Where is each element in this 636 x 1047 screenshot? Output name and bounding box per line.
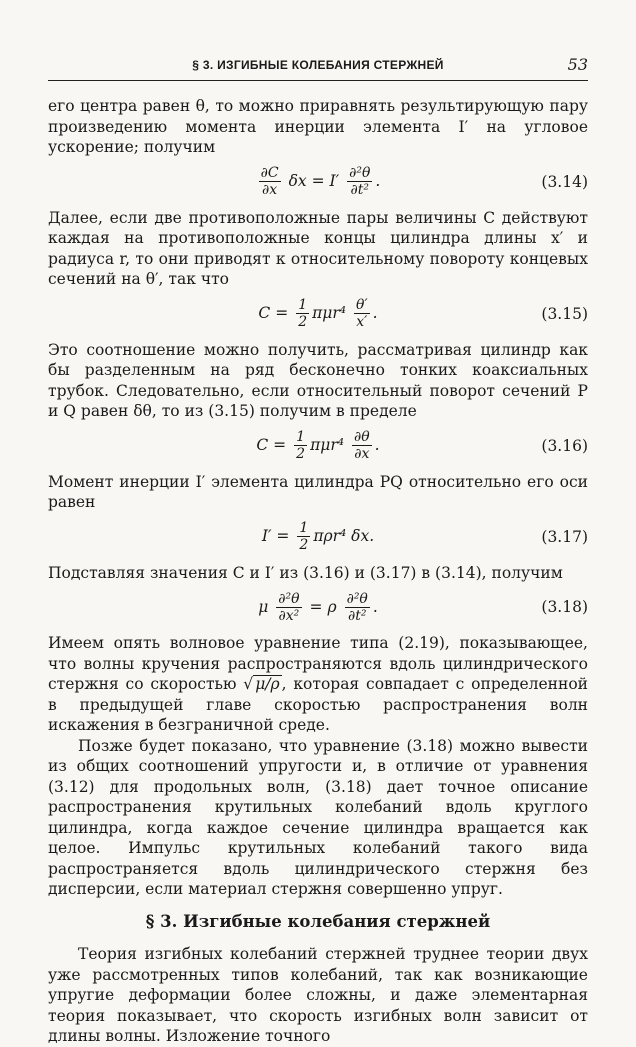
paragraph-3: Это соотношение можно получить, рассматривая цилиндр как бы разделенным на ряд бесконечно тонких коаксиальных трубок. Следовательно, если относительный поворот сечений P и Q равен δθ, то из (3.15) получим в пределе <box>48 340 588 420</box>
paragraph-5: Подставляя значения C и I′ из (3.16) и (3.17) в (3.14), получим <box>48 563 563 582</box>
fraction: $\frac{\partial C}{\partial x}$ <box>260 165 279 198</box>
running-header-title: § 3. ИЗГИБНЫЕ КОЛЕБАНИЯ СТЕРЖНЕЙ <box>192 58 444 72</box>
fraction: $\frac{\text{∂²θ}}{\text{∂t²}}$ <box>346 590 368 624</box>
section-heading: § 3. Изгибные колебания стержней <box>145 911 491 931</box>
fraction: $\frac{\partial\theta}{\partial x}$ <box>353 429 370 462</box>
equation-3-14: $\frac{\partial C}{\partial x}$ δx = I′ $\frac{\text{∂²θ}}{\text{∂t²}}$ . (3.14) <box>260 165 588 198</box>
header-rule <box>48 80 588 81</box>
page-number: 53 <box>567 55 588 74</box>
fraction: $\frac{\theta'}{x'}$ <box>356 297 368 330</box>
fraction: $\frac{\text{∂²θ}}{\text{∂x²}}$ <box>278 590 300 624</box>
paragraph-2: Далее, если две противоположные пары величины C действуют каждая на противоположные концы цилиндра длины x′ и радиуса r, то они приводят к относительному повороту концевых сечений на θ′, так что <box>48 208 588 288</box>
square-root: μ/ρ <box>255 675 280 693</box>
paragraph-8: Теория изгибных колебаний стержней труднее теории двух уже рассмотренных типов колебаний, так как возникающие упругие деформации более сложны, и даже элементарная теория показывает, что скорость изгибных волн зависит от длины волны. Изложение точного <box>48 945 588 1045</box>
equation-number: (3.14) <box>541 172 588 191</box>
paragraph-7: Позже будет показано, что уравнение (3.18) можно вывести из общих соотношений упругости и, в отличие от уравнения (3.12) для продольных волн, (3.18) дает точное описание распространения крутильных колебаний вдоль круглого цилиндра, когда каждое сечение цилиндра вращается как целое. Импульс крутильных колебаний такого вида распространяется вдоль цилиндрического стержня без дисперсии, если материал стержня совершенно упруг. <box>48 736 588 898</box>
equation-3-17: I′ = $\frac{1}{2}$ πρr⁴ δx. (3.17) <box>261 520 588 553</box>
paragraph-4: Момент инерции I′ элемента цилиндра PQ относительно его оси равен <box>48 472 588 511</box>
equation-3-16: C = $\frac{1}{2}$ πμr⁴ $\frac{\partial\theta}{\partial x}$ . (3.16) <box>256 429 588 462</box>
equation-3-18: μ $\frac{\text{∂²θ}}{\text{∂x²}}$ = ρ $\frac{\text{∂²θ}}{\text{∂t²}}$ . (3.18) <box>258 590 588 624</box>
paragraph-1: его центра равен θ, то можно приравнять результирующую пару произведению момента инерции элемента I′ на угловое ускорение; получим <box>48 97 588 156</box>
equation-3-15: C = $\frac{1}{2}$ πμr⁴ $\frac{\theta'}{x'}$ . (3.15) <box>258 297 588 330</box>
equation-number: (3.17) <box>541 527 588 546</box>
paragraph-6: Имеем опять волновое уравнение типа (2.19), показывающее, что волны кручения распространяются вдоль цилиндрического стержня со скоростью √ μ/ρ , которая совпадает с определенной в предыдущей главе скоростью распространения волн искажения в безграничной среде. <box>48 634 588 734</box>
fraction: $\frac{1}{2}$ <box>298 297 308 330</box>
fraction: $\frac{1}{2}$ <box>296 429 306 462</box>
page-body <box>48 96 588 1047</box>
fraction: $\frac{1}{2}$ <box>299 520 309 553</box>
equation-number: (3.16) <box>541 436 588 455</box>
equation-number: (3.18) <box>541 598 588 616</box>
fraction: $\frac{\text{∂²θ}}{\text{∂t²}}$ <box>349 165 371 198</box>
running-header <box>48 55 588 80</box>
equation-number: (3.15) <box>541 304 588 323</box>
